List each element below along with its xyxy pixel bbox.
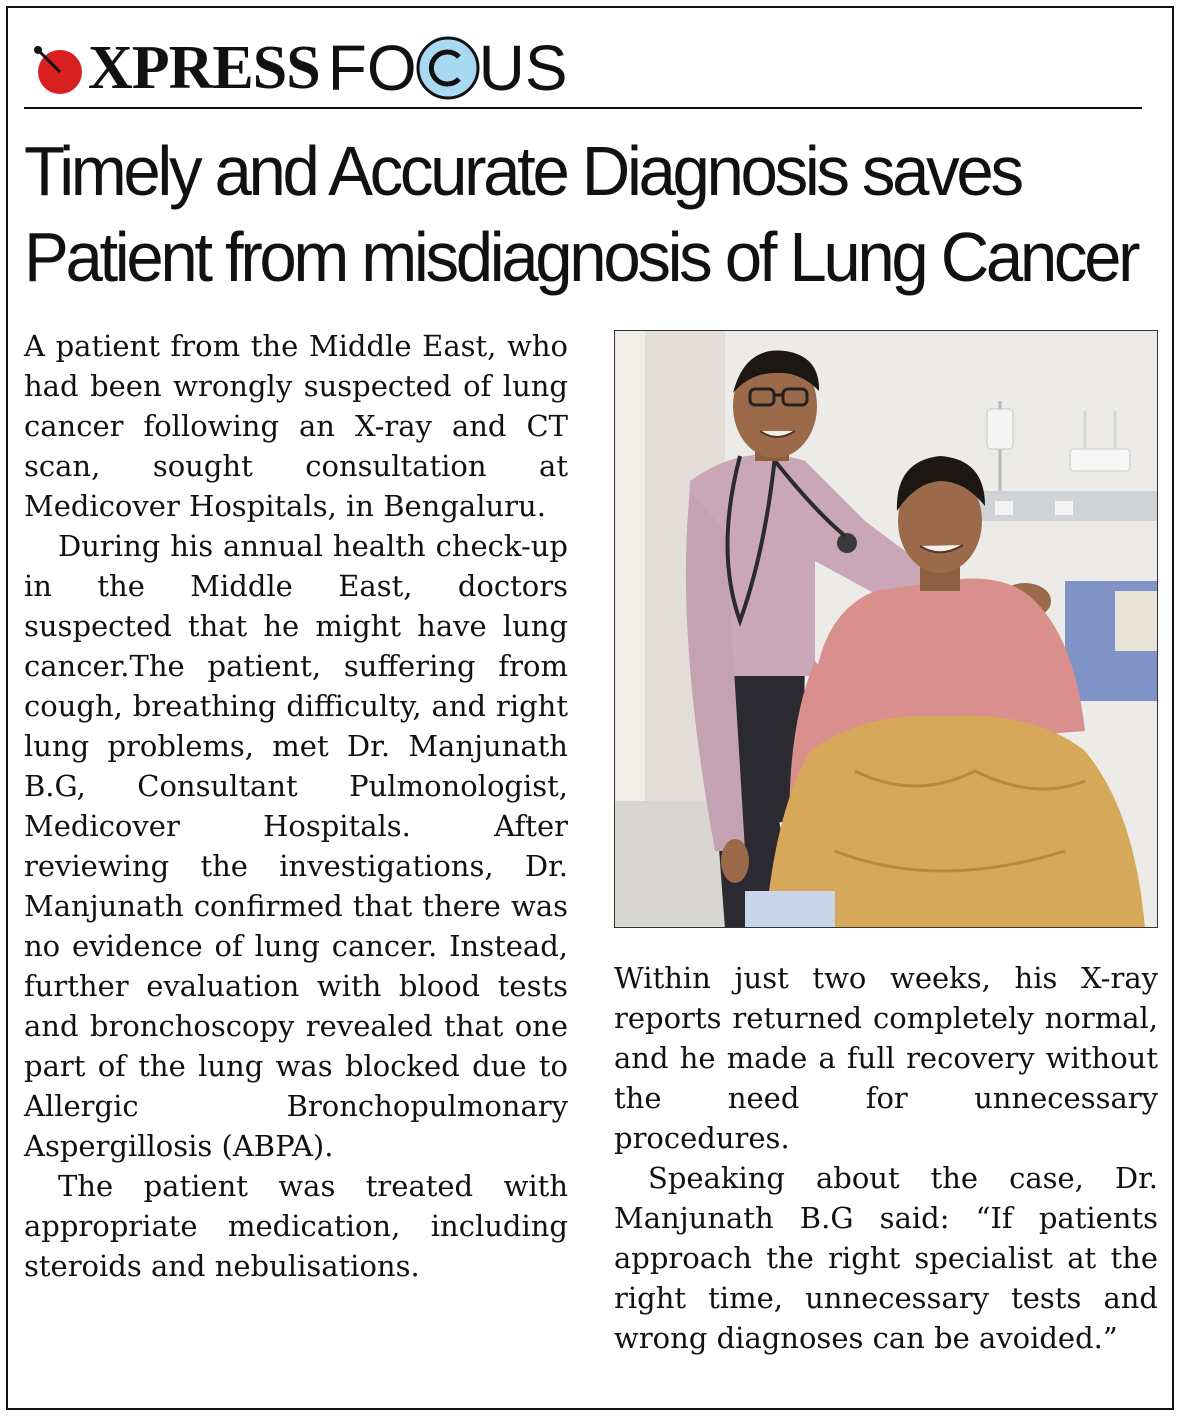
- paragraph-intro: A patient from the Middle East, who had been wrongly suspected of lung cancer following an X-ray and CT scan, sought consultation at Medicover Hospitals, in Bengaluru.: [24, 329, 568, 523]
- masthead: [32, 28, 568, 108]
- masthead-rule: [24, 107, 1142, 109]
- magnifier-lens-icon: [415, 35, 481, 101]
- brand-focus-start: FO: [327, 32, 417, 104]
- doctor-patient-photo: [614, 330, 1158, 928]
- brand-focus-end: US: [478, 32, 568, 104]
- brand-xpress: XPRESS: [88, 34, 320, 102]
- paragraph-recovery: Within just two weeks, his X-ray reports returned completely normal, and he made a full recovery without the need for unnecessary procedures.: [614, 961, 1158, 1155]
- paragraph-treatment: The patient was treated with appropriate medication, including steroids and nebulisations.: [24, 1169, 568, 1283]
- logo-dot-icon: [32, 44, 84, 96]
- headline-line-2: Patient from misdiagnosis of Lung Cancer: [24, 218, 1138, 296]
- paragraph-checkup: During his annual health check-up in the Middle East, doctors suspected that he might have lung cancer.The patient, suffering from cough, breathing difficulty, and right lung problems, met Dr. Manjunath B.G, Consultant Pulmonologist, Medicover Hospitals. After reviewing the investigations, Dr. Manjunath confirmed that there was no evidence of lung cancer. Instead, further evaluation with blood tests and bronchoscopy revealed that one part of the lung was blocked due to Allergic Bronchopulmonary Aspergillosis (ABPA).: [24, 529, 568, 1163]
- headline-line-1: Timely and Accurate Diagnosis saves: [24, 132, 1021, 210]
- article-column-left: [24, 326, 568, 1286]
- article-column-right: [614, 958, 1158, 1358]
- brand-focus: [327, 32, 568, 104]
- paragraph-quote: Speaking about the case, Dr. Manjunath B.G said: “If patients approach the right specialist at the right time, unnecessary tests and wrong diagnoses can be avoided.”: [614, 1161, 1158, 1355]
- headline: [24, 128, 1138, 300]
